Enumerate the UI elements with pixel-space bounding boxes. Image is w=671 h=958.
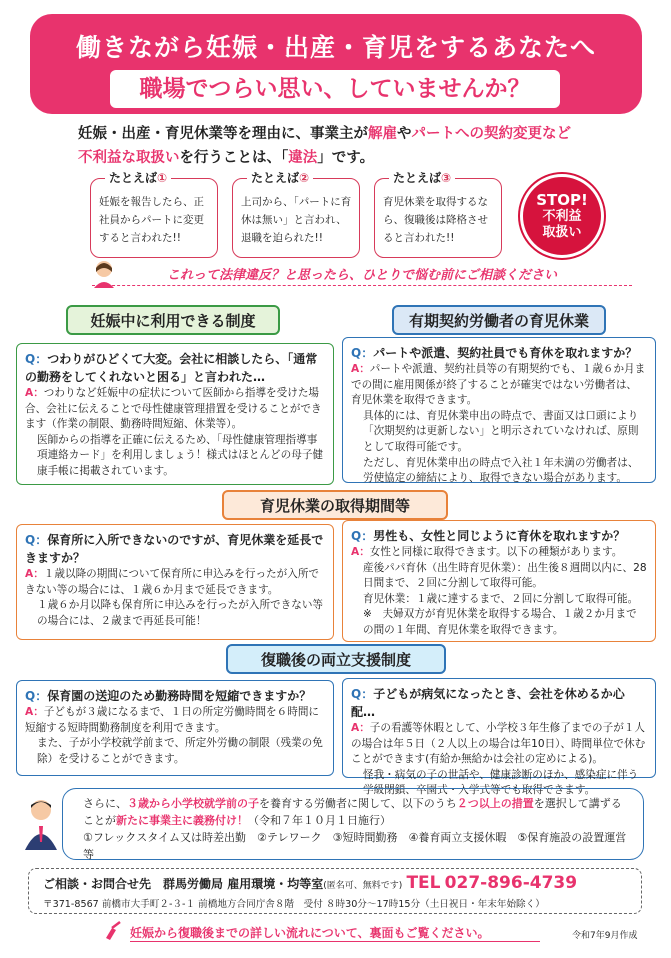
question: Q：保育園の送迎のため勤務時間を短縮できますか？ bbox=[25, 689, 312, 703]
question: Q：男性も、女性と同じように育休を取れますか？ bbox=[351, 529, 626, 543]
qa-box-sick-child bbox=[342, 678, 656, 797]
tel-number[interactable]: 027-896-4739 bbox=[444, 873, 578, 893]
banner-subtitle: 職場でつらい思い、していませんか？ bbox=[110, 70, 560, 108]
answer-detail: ただし、育児休業申出の時点で入社１年未満の労働者は、労使協定の締結により、取得できない場合があります。 bbox=[363, 456, 639, 485]
footer-link[interactable]: 妊娠から復職後までの詳しい流れについて、裏面もご覧ください。 bbox=[130, 924, 540, 942]
pointing-hand-icon bbox=[102, 920, 124, 942]
contact-office: 群馬労働局 雇用環境・均等室 bbox=[163, 877, 324, 891]
example-box-1 bbox=[90, 171, 218, 258]
answer: A：つわりなど妊娠中の症状について医師から指導を受けた場合、会社に伝えることで母性健康管理措置を受けることができます（作業の制限、勤務時間短縮、休業等）。 bbox=[25, 387, 322, 431]
example-tag: たとえば③ bbox=[389, 169, 455, 186]
answer-detail: 育児休業：１歳に達するまで、２回に分割して取得可能。 bbox=[363, 592, 639, 605]
contact-box bbox=[28, 868, 642, 914]
created-date: 令和7年9月作成 bbox=[572, 931, 638, 941]
contact-note: (匿名可、無料です) bbox=[323, 881, 403, 891]
qa-box-short-hours bbox=[16, 680, 334, 776]
qa-box-morning-sickness bbox=[16, 343, 334, 485]
lead-red-unfair: 不利益な取扱い bbox=[78, 150, 180, 166]
answer-detail: １歳６か月以降も保育所に申込みを行ったが入所できない等の場合には、２歳まで再延長可能！ bbox=[37, 599, 324, 627]
lead-p2-end: 」です。 bbox=[317, 150, 375, 166]
contact-line bbox=[43, 873, 577, 893]
answer: A：１歳以降の期間について保育所に申込みを行ったが入所できない等の場合には、１歳６か月まで延長できます。 bbox=[25, 568, 320, 596]
answer: A：子どもが３歳になるまで、１日の所定労働時間を６時間に短縮する短時間勤務制度を利用できます。 bbox=[25, 706, 320, 734]
section-return-support-heading: 復職後の両立支援制度 bbox=[226, 644, 446, 674]
example-tag: たとえば② bbox=[247, 169, 313, 186]
question: Q：パートや派遣、契約社員でも育休を取れますか？ bbox=[351, 346, 638, 360]
answer-detail: 医師からの指導を正確に伝えるため、「母性健康管理指導事項連絡カード」を利用しましょう！様式はほとんどの母子健康手帳に掲載されています。 bbox=[37, 433, 324, 477]
example-text: 育児休業を取得するなら、復職後は降格させると言われた!! bbox=[383, 196, 488, 244]
banner-title: 働きながら妊娠・出産・育児をするあなたへ bbox=[75, 33, 596, 62]
stop-line1: STOP! bbox=[536, 191, 588, 209]
example-box-2 bbox=[232, 171, 360, 258]
qa-box-part-time bbox=[342, 337, 656, 483]
answer-detail: 怪我・病気の子の世話や、健康診断のほか、感染症に伴う学級閉鎖、卒園式・入学式等でも取得できます。 bbox=[363, 768, 639, 797]
lead-red-dismissal: 解雇 bbox=[368, 126, 397, 142]
answer-note: ※ 夫婦双方が育児休業を取得する場合、１歳２か月までの間の１年間、育児休業を取得できます。 bbox=[363, 608, 637, 636]
stop-line2: 不利益 bbox=[542, 209, 582, 224]
qa-box-nursery bbox=[16, 524, 334, 640]
answer: A：女性と同様に取得できます。以下の種類があります。 bbox=[351, 546, 623, 558]
lead-red-change: パートへの契約変更など bbox=[411, 126, 571, 142]
lead-red-illegal: 違法 bbox=[288, 150, 318, 166]
businessman-icon bbox=[22, 796, 60, 850]
answer: A：パートや派遣、契約社員等の有期契約でも、１歳６か月までの間に雇用関係が終了することが確実ではない労働者は、育児休業を取得できます。 bbox=[351, 363, 646, 407]
stop-line3: 取扱い bbox=[542, 225, 582, 240]
tel-label: TEL bbox=[406, 873, 441, 893]
section-fixed-term-heading: 有期契約労働者の育児休業 bbox=[392, 305, 606, 335]
question: Q：子どもが病気になったとき、会社を休めるか心配… bbox=[351, 687, 625, 719]
answer: A：子の看護等休暇として、小学校３年生修了までの子が１人の場合は年５日（２人以上の場合は年10日）、時間単位で休むことができます(有給か無給かは会社の定めによる)。 bbox=[351, 722, 646, 766]
lead-mid: や bbox=[397, 126, 412, 142]
section-pregnancy-heading: 妊娠中に利用できる制度 bbox=[66, 305, 280, 335]
contact-address: 〒371-8567 前橋市大手町２-３-１ 前橋地方合同庁舎８階 受付 ８時30分～17時15分（土日祝日・年末年始除く） bbox=[43, 899, 545, 910]
new-obligation-note: さらに、３歳から小学校就学前の子を養育する労働者に関して、以下のうち２つ以上の措置を選択して講ずる ことが新たに事業主に義務付け！（令和７年１０月１日施行） ①フレックスタイム又は時差出勤 ②テレワーク ③短時間勤務 ④養育両立支援休暇 ⑤保育施設の設置運営等 bbox=[62, 788, 644, 860]
question: Q：保育所に入所できないのですが、育児休業を延長できますか？ bbox=[25, 533, 324, 565]
answer-detail: 産後パパ育休（出生時育児休業）：出生後８週間以内に、28日間まで、２回に分割して取得可能。 bbox=[363, 561, 647, 590]
example-tag: たとえば① bbox=[105, 169, 171, 186]
question: Q：つわりがひどくて大変。会社に相談したら、「通常の勤務をしてくれないと困る」と言われた… bbox=[25, 352, 318, 384]
stop-badge bbox=[520, 174, 604, 258]
lead-p1: 妊娠・出産・育児休業等を理由に、事業主が bbox=[78, 126, 368, 142]
lead-p2-mid: を行うことは、「 bbox=[179, 150, 289, 166]
contact-label: ご相談・お問合せ先 bbox=[43, 877, 152, 891]
measures-list: ①フレックスタイム又は時差出勤 ②テレワーク ③短時間勤務 ④養育両立支援休暇 ⑤保育施設の設置運営等 bbox=[83, 831, 627, 861]
section-leave-period-heading: 育児休業の取得期間等 bbox=[222, 490, 448, 520]
example-text: 上司から、「パートに育休は無い」と言われ、退職を迫られた!! bbox=[241, 196, 352, 244]
example-box-3 bbox=[374, 171, 502, 258]
lead-text bbox=[78, 122, 638, 170]
header-banner bbox=[30, 14, 642, 114]
answer-detail: また、子が小学校就学前まで、所定外労働の制限（残業の免除）を受けることができます。 bbox=[37, 737, 323, 765]
qa-box-male-leave bbox=[342, 520, 656, 642]
example-text: 妊娠を報告したら、正社員からパートに変更すると言われた!! bbox=[99, 196, 204, 244]
answer-detail: 具体的には、育児休業申出の時点で、書面又は口頭により「次期契約は更新しない」と明示されていなければ、原則として取得可能です。 bbox=[363, 409, 639, 453]
consult-line: これって法律違反？と思ったら、ひとりで悩む前にご相談ください bbox=[92, 264, 632, 286]
